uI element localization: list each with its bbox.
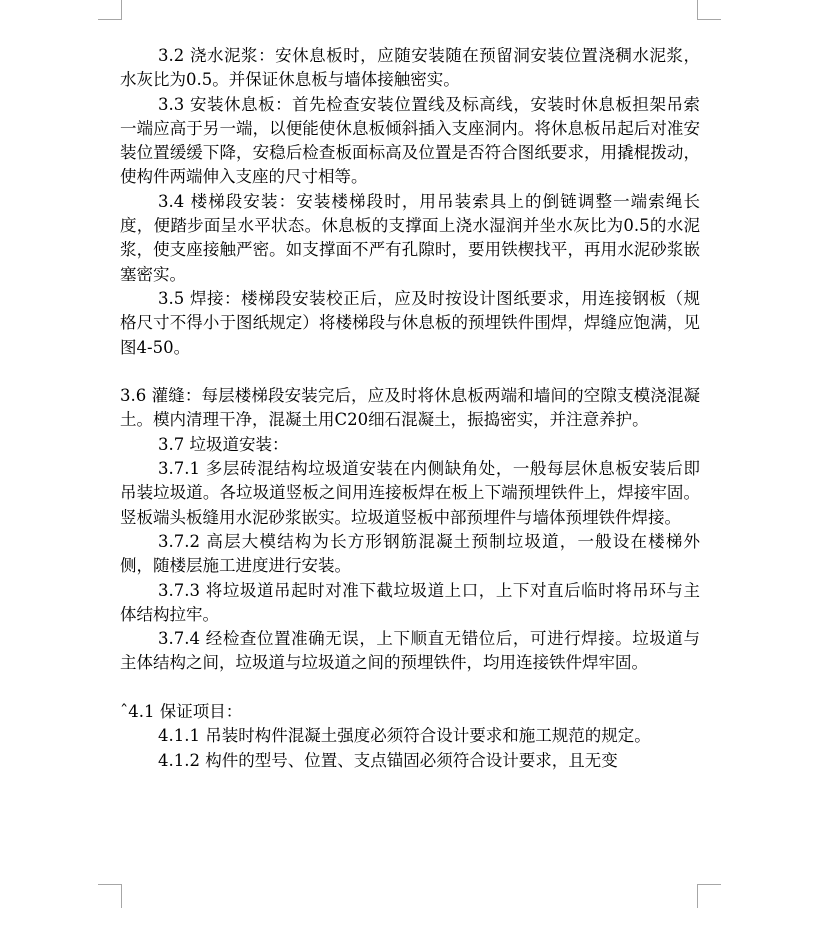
blank-line (120, 360, 700, 384)
paragraph-p374: 3.7.4 经检查位置准确无误，上下顺直无错位后，可进行焊接。垃圾道与主体结构之间，垃圾道与垃圾道之间的预埋铁件，均用连接铁件焊牢固。 (120, 629, 700, 673)
paragraph-p372: 3.7.2 高层大模结构为长方形钢筋混凝土预制垃圾道，一般设在楼梯外侧，随楼层施工进度进行安装。 (120, 531, 700, 576)
paragraph-p36: 3.6 灌缝：每层楼梯段安装完后，应及时将休息板两端和墙间的空隙支模浇混凝土。模内清理干净，混凝土用C20细石混凝土，振捣密实，并注意养护。 (120, 386, 700, 430)
paragraph-p371: 3.7.1 多层砖混结构垃圾道安装在内侧缺角处，一般每层休息板安装后即吊装垃圾道。各垃圾道竖板之间用连接板焊在板上下端预埋铁件上，焊接牢固。竖板端头板缝用水泥砂浆嵌实。垃圾道竖板中部预埋件与墙体预埋铁件焊接。 (120, 459, 700, 527)
paragraph-p412: 4.1.2 构件的型号、位置、支点锚固必须符合设计要求，且无变 (158, 750, 618, 770)
paragraph-p41: ˆ4.1 保证项目： (120, 702, 243, 722)
paragraph-p34: 3.4 楼梯段安装：安装楼梯段时，用吊装索具上的倒链调整一端索绳长度，便踏步面呈水平状态。休息板的支撑面上浇水湿润并坐水灰比为0.5的水泥浆，使支座接触严密。如支撑面不严有孔隙时，要用铁楔找平，再用水泥砂浆嵌塞密实。 (120, 191, 700, 284)
paragraph-p35: 3.5 焊接：楼梯段安装校正后，应及时按设计图纸要求，用连接钢板（规格尺寸不得小于图纸规定）将楼梯段与休息板的预埋铁件围焊，焊缝应饱满，见图4-50。 (120, 288, 700, 357)
paragraph-p373: 3.7.3 将垃圾道吊起时对准下截垃圾道上口，上下对直后临时将吊环与主体结构拉牢。 (120, 580, 700, 624)
paragraph-p411: 4.1.1 吊装时构件混凝土强度必须符合设计要求和施工规范的规定。 (158, 726, 651, 746)
paragraph-p32: 3.2 浇水泥浆：安休息板时，应随安装随在预留洞安装位置浇稠水泥浆，水灰比为0.5。并保证休息板与墙体接触密实。 (120, 46, 700, 90)
blank-line (120, 676, 700, 700)
paragraph-p37: 3.7 垃圾道安装： (158, 434, 289, 454)
paragraph-p33: 3.3 安装休息板：首先检查安装位置线及标高线，安装时休息板担架吊索一端应高于另一端，以便能使休息板倾斜插入支座洞内。将休息板吊起后对准安装位置缓缓下降，安稳后检查板面标高及位置是否符合图纸要求，用撬棍拨动，使构件两端伸入支座的尺寸相等。 (120, 94, 700, 187)
document-body (120, 44, 700, 773)
